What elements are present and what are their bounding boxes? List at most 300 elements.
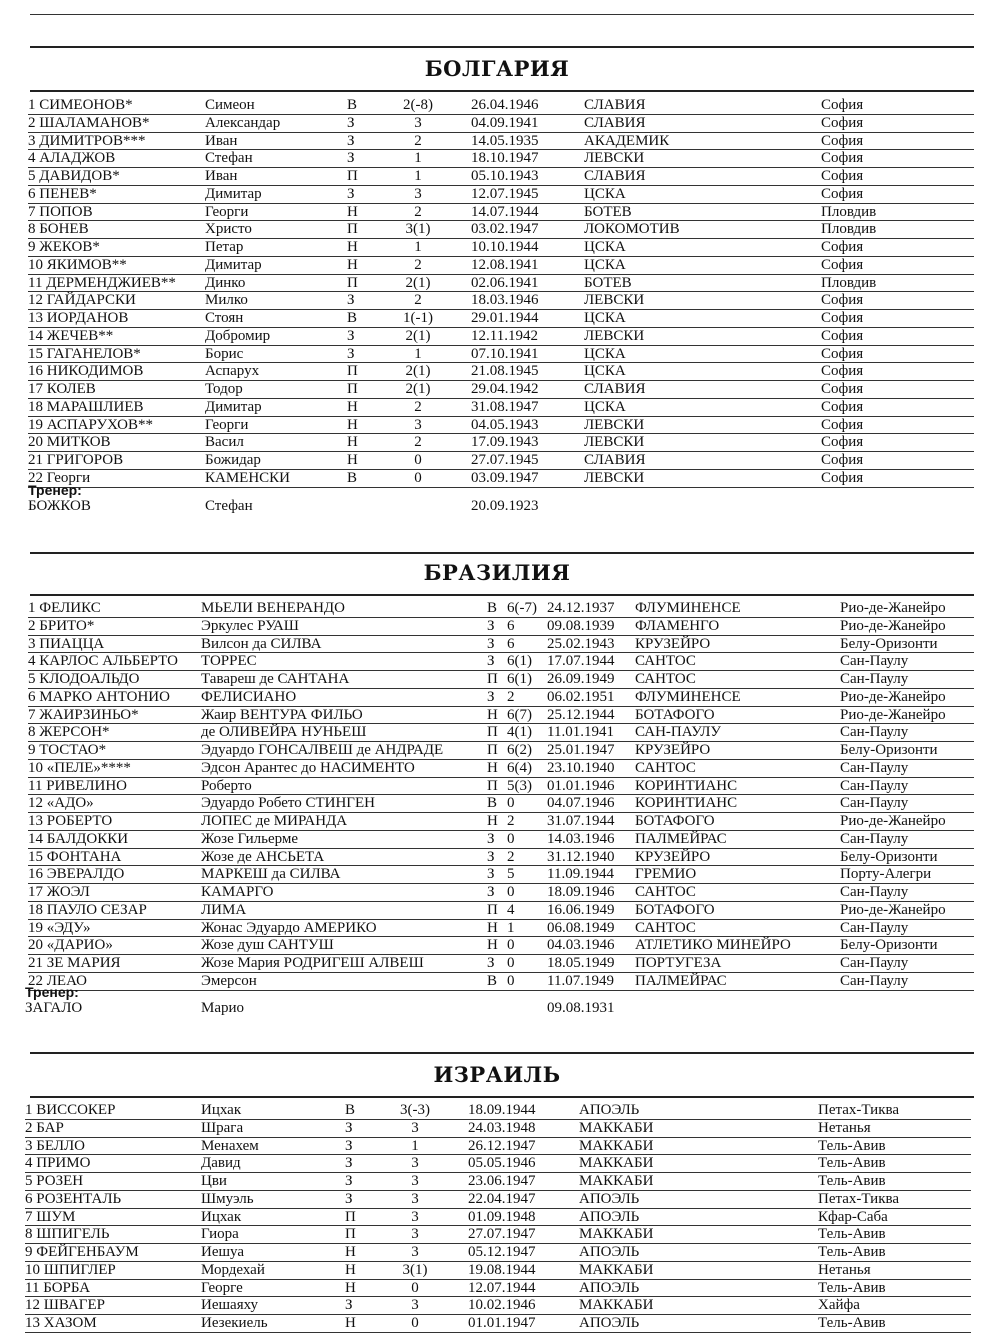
- player-birthdate: 12.08.1941: [471, 256, 539, 273]
- player-birthdate: 24.03.1948: [468, 1119, 536, 1136]
- player-club: БОТАФОГО: [635, 813, 715, 829]
- player-position: З: [487, 635, 495, 652]
- table-row: [28, 866, 974, 884]
- player-caps: 2: [414, 203, 422, 220]
- table-row: [25, 1226, 971, 1244]
- player-caps: 2: [507, 813, 515, 829]
- player-firstname: Эдсон Арантес до НАСИМЕНТО: [201, 759, 415, 776]
- player-club: КРУЗЕЙРО: [635, 848, 711, 865]
- player-name: 5 КЛОДОАЛЬДО: [28, 671, 140, 687]
- player-firstname: Иван: [205, 132, 238, 149]
- table-row: [28, 884, 974, 902]
- player-firstname: Милко: [205, 292, 248, 309]
- coach-firstname: Стефан: [205, 498, 253, 514]
- table-row: [28, 239, 974, 257]
- player-birthdate: 12.07.1944: [468, 1279, 536, 1296]
- table-row: [28, 778, 974, 796]
- player-club: ПАЛМЕЙРАС: [635, 830, 727, 847]
- player-caps: 6(1): [507, 671, 532, 687]
- table-row: [28, 168, 974, 186]
- table-row: [25, 1138, 971, 1156]
- player-name: 22 ЛЕАО: [28, 972, 88, 989]
- roster-table-brazil: [28, 600, 974, 991]
- player-firstname: Эдуардо ГОНСАЛВЕШ де АНДРАДЕ: [201, 742, 444, 758]
- player-firstname: Георге: [201, 1279, 243, 1296]
- player-caps: 3(1): [402, 1261, 428, 1278]
- coach-label: Тренер:: [25, 984, 79, 1000]
- player-caps: 0: [507, 955, 515, 971]
- player-birthdate: 14.05.1935: [471, 132, 539, 149]
- player-name: 19 АСПАРУХОВ**: [28, 416, 154, 433]
- section-title-bulgaria: БОЛГАРИЯ: [424, 56, 570, 81]
- player-position: Н: [347, 452, 358, 468]
- player-position: П: [345, 1226, 356, 1243]
- player-club: ФЛУМИНЕНСЕ: [635, 688, 741, 705]
- table-row: [28, 618, 974, 636]
- player-firstname: Жонас Эдуардо АМЕРИКО: [201, 919, 377, 936]
- table-row: [28, 328, 974, 346]
- player-firstname: Димитар: [205, 185, 262, 202]
- player-name: 13 ХАЗОМ: [25, 1315, 97, 1331]
- player-birthdate: 01.09.1948: [468, 1208, 536, 1225]
- player-firstname: Стефан: [205, 150, 253, 167]
- player-caps: 6(1): [507, 653, 532, 670]
- player-birthdate: 21.08.1945: [471, 363, 539, 380]
- player-city: Нетанья: [818, 1261, 871, 1278]
- player-firstname: Александар: [205, 114, 281, 131]
- table-row: [28, 849, 974, 867]
- player-city: Сан-Паулу: [840, 724, 909, 741]
- player-firstname: де ОЛИВЕЙРА НУНЬЕШ: [201, 724, 367, 741]
- player-position: Н: [347, 239, 358, 255]
- player-birthdate: 03.02.1947: [471, 221, 539, 238]
- table-row: [28, 275, 974, 293]
- player-name: 17 КОЛЕВ: [28, 381, 96, 397]
- player-club: МАККАБИ: [579, 1137, 654, 1154]
- player-name: 9 ФЕЙГЕНБАУМ: [25, 1244, 139, 1260]
- player-caps: 3: [411, 1190, 419, 1207]
- player-club: СЛАВИЯ: [584, 114, 646, 131]
- player-firstname: Георги: [205, 416, 249, 433]
- player-birthdate: 02.06.1941: [471, 274, 539, 291]
- player-firstname: Тавареш де САНТАНА: [201, 671, 350, 687]
- player-position: З: [487, 866, 495, 883]
- player-club: ЦСКА: [584, 363, 626, 380]
- player-position: З: [487, 617, 495, 634]
- player-city: София: [821, 97, 864, 113]
- player-name: 18 МАРАШЛИЕВ: [28, 398, 144, 415]
- player-club: АПОЭЛЬ: [579, 1279, 640, 1296]
- player-caps: 0: [411, 1315, 419, 1331]
- player-firstname: Тодор: [205, 381, 243, 397]
- table-row: [28, 653, 974, 671]
- player-position: З: [487, 830, 495, 847]
- player-caps: 0: [411, 1279, 419, 1296]
- player-firstname: Аспарух: [205, 363, 260, 380]
- player-birthdate: 26.04.1946: [471, 97, 539, 113]
- player-birthdate: 01.01.1946: [547, 777, 615, 794]
- player-name: 10 ЯКИМОВ**: [28, 256, 127, 273]
- player-name: 8 ЖЕРСОН*: [28, 724, 110, 741]
- player-club: СЛАВИЯ: [584, 168, 646, 184]
- player-position: Н: [487, 759, 498, 776]
- player-caps: 3(-3): [400, 1102, 430, 1118]
- player-position: З: [345, 1173, 353, 1189]
- player-club: САНТОС: [635, 919, 696, 936]
- player-birthdate: 27.07.1947: [468, 1226, 536, 1243]
- player-caps: 0: [414, 452, 422, 468]
- player-birthdate: 25.12.1944: [547, 706, 615, 723]
- player-name: 11 ДЕРМЕНДЖИЕВ**: [28, 274, 176, 291]
- player-city: София: [821, 327, 864, 344]
- player-caps: 2: [414, 256, 422, 273]
- player-name: 8 ШПИГЕЛЬ: [25, 1226, 110, 1243]
- player-firstname: Эркулес РУАШ: [201, 617, 299, 634]
- table-top-rule: [30, 1096, 974, 1098]
- player-firstname: Стоян: [205, 310, 244, 326]
- player-club: БОТЕВ: [584, 274, 632, 291]
- player-caps: 5(3): [507, 777, 532, 794]
- player-city: Тель-Авив: [818, 1244, 886, 1260]
- player-firstname: Ицхак: [201, 1208, 242, 1225]
- player-birthdate: 04.07.1946: [547, 795, 615, 812]
- player-name: 10 «ПЕЛЕ»****: [28, 759, 131, 776]
- player-name: 13 РОБЕРТО: [28, 813, 113, 829]
- player-birthdate: 18.10.1947: [471, 150, 539, 167]
- player-birthdate: 12.07.1945: [471, 185, 539, 202]
- player-name: 15 ГАГАНЕЛОВ*: [28, 345, 141, 362]
- table-row: [25, 1120, 971, 1138]
- player-caps: 1: [414, 150, 422, 167]
- player-firstname: Иешуа: [201, 1244, 245, 1260]
- table-row: [28, 955, 974, 973]
- player-position: Н: [487, 813, 498, 829]
- player-position: В: [487, 972, 498, 989]
- player-city: Сан-Паулу: [840, 919, 909, 936]
- player-position: З: [345, 1190, 353, 1207]
- player-club: САНТОС: [635, 884, 696, 900]
- table-row: [25, 1315, 971, 1333]
- player-club: МАККАБИ: [579, 1155, 654, 1172]
- player-name: 3 ПИАЦЦА: [28, 635, 105, 652]
- player-name: 1 ВИССОКЕР: [25, 1102, 116, 1118]
- table-row: [28, 346, 974, 364]
- player-name: 3 ДИМИТРОВ***: [28, 132, 146, 149]
- player-city: Рио-де-Жанейро: [840, 901, 946, 918]
- player-firstname: ЛОПЕС де МИРАНДА: [201, 813, 348, 829]
- player-club: ЛЕВСКИ: [584, 434, 645, 451]
- player-birthdate: 07.10.1941: [471, 345, 539, 362]
- player-city: Рио-де-Жанейро: [840, 688, 946, 705]
- player-birthdate: 25.01.1947: [547, 742, 615, 758]
- player-name: 19 «ЭДУ»: [28, 919, 91, 936]
- player-caps: 6: [507, 617, 515, 634]
- player-caps: 3: [411, 1119, 419, 1136]
- table-row: [28, 257, 974, 275]
- player-firstname: Георги: [205, 203, 249, 220]
- section-rule: [30, 1052, 974, 1054]
- player-club: ЦСКА: [584, 256, 626, 273]
- player-caps: 3: [414, 185, 422, 202]
- player-city: Пловдив: [821, 221, 877, 238]
- table-row: [28, 671, 974, 689]
- player-position: П: [347, 274, 358, 291]
- player-firstname: ЛИМА: [201, 901, 247, 918]
- player-city: Хайфа: [818, 1297, 860, 1314]
- coach-birthdate: 20.09.1923: [471, 498, 539, 514]
- player-city: Тель-Авив: [818, 1173, 886, 1189]
- player-city: София: [821, 239, 864, 255]
- player-name: 6 РОЗЕНТАЛЬ: [25, 1190, 122, 1207]
- player-firstname: Жозе де АНСЬЕТА: [201, 848, 325, 865]
- player-city: Белу-Оризонти: [840, 742, 938, 758]
- player-birthdate: 05.05.1946: [468, 1155, 536, 1172]
- player-city: Сан-Паулу: [840, 972, 909, 989]
- table-row: [25, 1155, 971, 1173]
- player-firstname: ФЕЛИСИАНО: [201, 688, 297, 705]
- player-firstname: Гиора: [201, 1226, 239, 1243]
- player-club: МАККАБИ: [579, 1297, 654, 1314]
- player-firstname: МАРКЕШ да СИЛВА: [201, 866, 341, 883]
- player-club: СЛАВИЯ: [584, 452, 646, 468]
- player-caps: 1(-1): [403, 310, 433, 326]
- player-position: З: [487, 955, 495, 971]
- player-name: 11 БОРБА: [25, 1279, 91, 1296]
- player-birthdate: 17.09.1943: [471, 434, 539, 451]
- player-birthdate: 11.07.1949: [547, 972, 614, 989]
- player-caps: 3: [411, 1173, 419, 1189]
- player-city: Тель-Авив: [818, 1226, 886, 1243]
- player-position: П: [347, 221, 358, 238]
- player-caps: 1: [507, 919, 515, 936]
- player-city: София: [821, 310, 864, 326]
- player-position: З: [347, 114, 355, 131]
- player-name: 4 ПРИМО: [25, 1155, 91, 1172]
- player-birthdate: 26.12.1947: [468, 1137, 536, 1154]
- table-row: [28, 292, 974, 310]
- player-name: 12 «АДО»: [28, 795, 94, 812]
- player-birthdate: 03.09.1947: [471, 469, 539, 486]
- coach-surname: ЗАГАЛО: [25, 1000, 83, 1016]
- player-firstname: Шрага: [201, 1119, 244, 1136]
- player-birthdate: 19.08.1944: [468, 1261, 536, 1278]
- player-city: Пловдив: [821, 274, 877, 291]
- player-caps: 1: [411, 1137, 419, 1154]
- player-birthdate: 16.06.1949: [547, 901, 615, 918]
- player-firstname: Вилсон да СИЛВА: [201, 635, 322, 652]
- player-club: БОТАФОГО: [635, 901, 715, 918]
- player-caps: 0: [507, 795, 515, 812]
- player-city: Кфар-Саба: [818, 1208, 888, 1225]
- player-name: 7 ЖАИРЗИНЬО*: [28, 706, 139, 723]
- player-birthdate: 18.09.1946: [547, 884, 615, 900]
- player-club: АПОЭЛЬ: [579, 1102, 640, 1118]
- player-firstname: КАМЕНСКИ: [205, 469, 291, 486]
- player-caps: 2(1): [405, 274, 431, 291]
- player-name: 18 ПАУЛО СЕЗАР: [28, 901, 147, 918]
- player-firstname: Жаир ВЕНТУРА ФИЛЬО: [201, 706, 363, 723]
- player-city: Петах-Тиква: [818, 1102, 900, 1118]
- player-birthdate: 23.10.1940: [547, 759, 615, 776]
- player-club: БОТАФОГО: [635, 706, 715, 723]
- player-position: П: [345, 1208, 356, 1225]
- player-city: Тель-Авив: [818, 1315, 886, 1331]
- player-city: Рио-де-Жанейро: [840, 617, 946, 634]
- player-caps: 0: [507, 937, 515, 954]
- player-caps: 2: [414, 398, 422, 415]
- player-firstname: Жозе Мария РОДРИГЕШ АЛВЕШ: [201, 955, 424, 971]
- player-position: Н: [487, 706, 498, 723]
- player-name: 4 КАРЛОС АЛЬБЕРТО: [28, 653, 178, 670]
- player-position: З: [345, 1297, 353, 1314]
- player-city: Петах-Тиква: [818, 1190, 900, 1207]
- player-birthdate: 31.12.1940: [547, 848, 615, 865]
- table-row: [28, 204, 974, 222]
- player-caps: 3: [414, 114, 422, 131]
- player-club: МАККАБИ: [579, 1119, 654, 1136]
- player-birthdate: 10.10.1944: [471, 239, 539, 255]
- player-caps: 2(1): [405, 327, 431, 344]
- table-row: [28, 221, 974, 239]
- table-row: [28, 434, 974, 452]
- player-firstname: Менахем: [201, 1137, 259, 1154]
- table-row: [28, 813, 974, 831]
- player-firstname: Васил: [205, 434, 244, 451]
- table-row: [28, 600, 974, 618]
- player-club: ЛОКОМОТИВ: [584, 221, 680, 238]
- table-row: [25, 1209, 971, 1227]
- player-firstname: Добромир: [205, 327, 271, 344]
- player-city: Рио-де-Жанейро: [840, 600, 946, 616]
- player-name: 1 СИМЕОНОВ*: [28, 97, 133, 113]
- player-caps: 4: [507, 901, 515, 918]
- player-position: З: [487, 688, 495, 705]
- player-caps: 6(2): [507, 742, 532, 758]
- player-city: Белу-Оризонти: [840, 937, 938, 954]
- player-club: САН-ПАУЛУ: [635, 724, 721, 741]
- table-row: [28, 452, 974, 470]
- player-position: З: [347, 327, 355, 344]
- player-caps: 3(1): [405, 221, 431, 238]
- player-name: 14 ЖЕЧЕВ**: [28, 327, 114, 344]
- player-position: З: [347, 292, 355, 309]
- coach-firstname: Марио: [201, 1000, 245, 1016]
- table-row: [28, 381, 974, 399]
- player-position: Н: [347, 203, 358, 220]
- player-club: МАККАБИ: [579, 1226, 654, 1243]
- page-top-rule: [30, 14, 974, 15]
- table-row: [28, 937, 974, 955]
- player-position: Н: [487, 919, 498, 936]
- player-caps: 3: [411, 1297, 419, 1314]
- player-club: САНТОС: [635, 759, 696, 776]
- player-caps: 1: [414, 345, 422, 362]
- player-city: Нетанья: [818, 1119, 871, 1136]
- player-firstname: Мордехай: [201, 1261, 265, 1278]
- player-city: София: [821, 345, 864, 362]
- roster-table-israel: [25, 1102, 971, 1333]
- player-name: 2 ШАЛАМАНОВ*: [28, 114, 150, 131]
- player-caps: 2(1): [405, 363, 431, 380]
- player-city: София: [821, 452, 864, 468]
- player-club: ЦСКА: [584, 239, 626, 255]
- player-position: П: [487, 724, 498, 741]
- table-row: [28, 97, 974, 115]
- player-club: ЛЕВСКИ: [584, 416, 645, 433]
- player-firstname: Иезекиель: [201, 1315, 268, 1331]
- player-firstname: Шмуэль: [201, 1190, 254, 1207]
- player-name: 11 РИВЕЛИНО: [28, 777, 128, 794]
- player-city: София: [821, 256, 864, 273]
- player-city: Сан-Паулу: [840, 884, 909, 900]
- player-name: 10 ШПИГЛЕР: [25, 1261, 116, 1278]
- player-position: П: [487, 777, 498, 794]
- player-name: 13 ИОРДАНОВ: [28, 310, 129, 326]
- player-name: 21 ГРИГОРОВ: [28, 452, 124, 468]
- player-firstname: Иешаяху: [201, 1297, 259, 1314]
- player-position: Н: [347, 398, 358, 415]
- player-birthdate: 24.12.1937: [547, 600, 615, 616]
- player-position: П: [347, 168, 358, 184]
- player-city: София: [821, 381, 864, 397]
- player-name: 2 БРИТО*: [28, 617, 95, 634]
- player-position: Н: [345, 1261, 356, 1278]
- player-caps: 2: [414, 434, 422, 451]
- player-name: 3 БЕЛЛО: [25, 1137, 86, 1154]
- player-club: КРУЗЕЙРО: [635, 742, 711, 758]
- player-position: Н: [347, 434, 358, 451]
- section-title-brazil: БРАЗИЛИЯ: [423, 560, 571, 585]
- player-position: П: [487, 671, 498, 687]
- player-birthdate: 12.11.1942: [471, 327, 538, 344]
- player-city: София: [821, 398, 864, 415]
- player-birthdate: 29.04.1942: [471, 381, 539, 397]
- player-city: София: [821, 363, 864, 380]
- player-city: Белу-Оризонти: [840, 635, 938, 652]
- player-position: З: [347, 150, 355, 167]
- player-position: В: [347, 97, 358, 113]
- player-birthdate: 11.01.1941: [547, 724, 614, 741]
- player-club: ГРЕМИО: [635, 866, 697, 883]
- table-row: [28, 689, 974, 707]
- player-city: Тель-Авив: [818, 1155, 886, 1172]
- player-firstname: Ицхак: [201, 1102, 242, 1118]
- player-caps: 2(-8): [403, 97, 433, 113]
- player-birthdate: 14.03.1946: [547, 830, 615, 847]
- coach-surname: БОЖКОВ: [28, 498, 91, 514]
- player-city: Сан-Паулу: [840, 795, 909, 812]
- player-birthdate: 23.06.1947: [468, 1173, 536, 1189]
- player-city: София: [821, 168, 864, 184]
- player-city: Тель-Авив: [818, 1279, 886, 1296]
- player-club: ЦСКА: [584, 310, 626, 326]
- player-position: З: [345, 1119, 353, 1136]
- player-firstname: Божидар: [205, 452, 261, 468]
- player-birthdate: 18.05.1949: [547, 955, 615, 971]
- player-caps: 2: [507, 688, 515, 705]
- player-club: ПАЛМЕЙРАС: [635, 972, 727, 989]
- player-position: З: [345, 1137, 353, 1154]
- player-city: София: [821, 416, 864, 433]
- player-name: 5 РОЗЕН: [25, 1173, 84, 1189]
- table-row: [28, 115, 974, 133]
- player-position: З: [347, 132, 355, 149]
- player-city: Сан-Паулу: [840, 777, 909, 794]
- player-birthdate: 04.05.1943: [471, 416, 539, 433]
- table-row: [28, 973, 974, 991]
- player-name: 7 ШУМ: [25, 1208, 76, 1225]
- player-city: София: [821, 185, 864, 202]
